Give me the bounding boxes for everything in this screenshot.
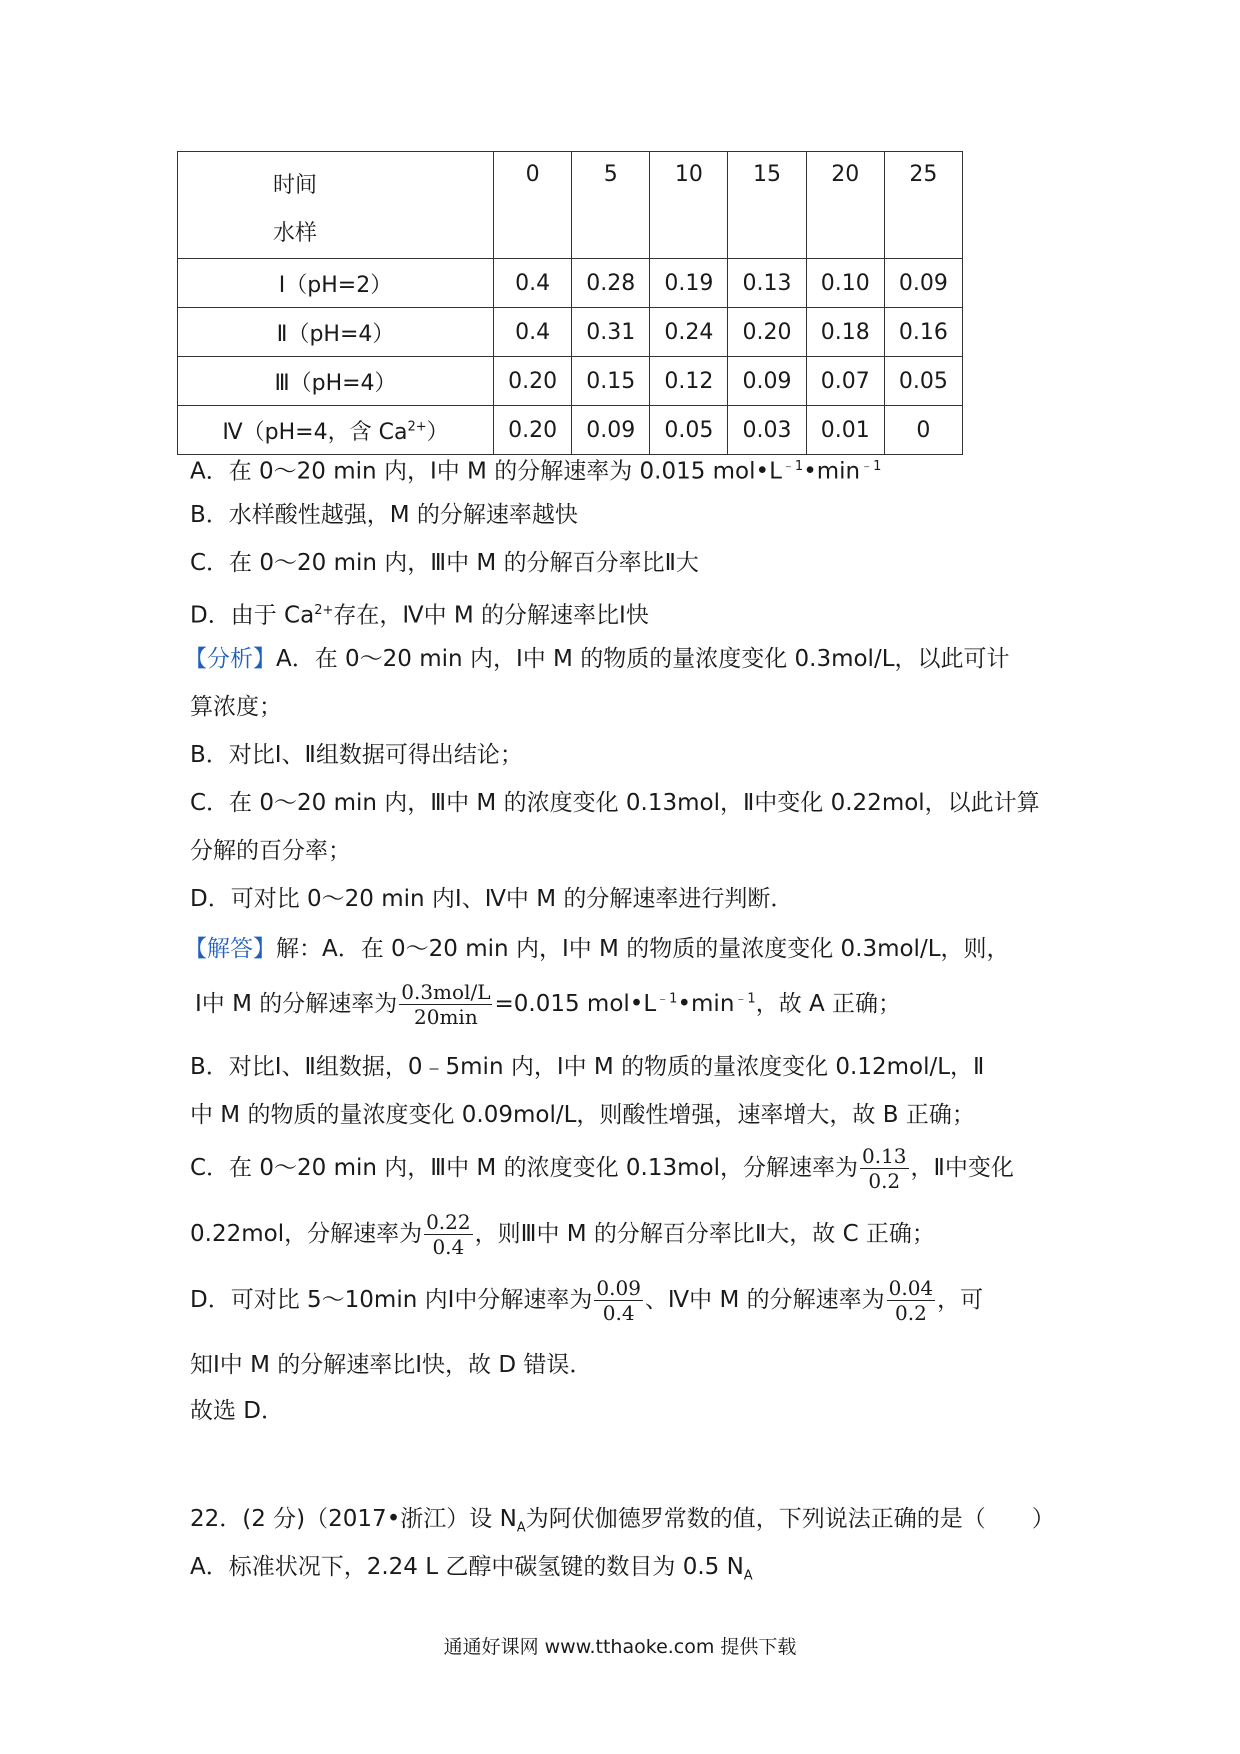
table-cell: 0.20 (494, 357, 572, 406)
analysis-line-1 (184, 642, 1010, 676)
q22-a-sub: A (743, 1568, 753, 1584)
table-cell: 0.12 (650, 357, 728, 406)
fraction-denominator: 20min (414, 1005, 478, 1029)
table-row (178, 406, 963, 455)
table-cell: 0.20 (494, 406, 572, 455)
analysis-line-6: D．可对比 0～20 min 内Ⅰ、Ⅳ中 M 的分解速率进行判断． (190, 886, 794, 912)
table-cell: 0.16 (884, 308, 962, 357)
table-cell: 0.09 (572, 406, 650, 455)
row-label: Ⅲ（pH=4） (178, 357, 494, 406)
answer-l5-pre: C．在 0～20 min 内，Ⅲ中 M 的浓度变化 0.13mol，分解速率为 (190, 1155, 858, 1181)
analysis-tag: 【分析】 (184, 646, 276, 672)
answer-l2-sup1: ﹣1 (656, 991, 678, 1007)
header-time: 时间 (273, 173, 318, 198)
time-header: 5 (572, 152, 650, 259)
q22-stem-post: 为阿伏伽德罗常数的值，下列说法正确的是（ ） (525, 1506, 1055, 1532)
option-a-sup1: ﹣1 (781, 459, 804, 474)
table-cell: 0.05 (884, 357, 962, 406)
answer-l7-post: ，可 (937, 1287, 984, 1313)
option-b: B．水样酸性越强，M 的分解速率越快 (190, 502, 578, 528)
option-a-mid: •min (803, 458, 861, 485)
answer-line-3: B．对比Ⅰ、Ⅱ组数据，0﹣5min 内，Ⅰ中 M 的物质的量浓度变化 0.12mol/L，Ⅱ (190, 1054, 985, 1080)
question-22-stem (190, 1502, 1055, 1546)
table-cell: 0.09 (884, 259, 962, 308)
row-label-end: ） (426, 419, 449, 445)
row-label: Ⅰ（pH=2） (178, 259, 494, 308)
option-c: C．在 0～20 min 内，Ⅲ中 M 的分解百分率比Ⅱ大 (190, 550, 699, 576)
fraction-denominator: 0.4 (602, 1301, 635, 1325)
answer-text: 解：A．在 0～20 min 内，Ⅰ中 M 的物质的量浓度变化 0.3mol/L，则， (276, 936, 1010, 962)
answer-line-2 (195, 980, 901, 1029)
option-d-sup: 2+ (314, 603, 334, 618)
q22-a-pre: A．标准状况下，2.24 L 乙醇中碳氢键的数目为 0.5 N (190, 1554, 744, 1580)
table-cell: 0 (884, 406, 962, 455)
answer-l7-mid: 、Ⅳ中 M 的分解速率为 (644, 1287, 885, 1313)
table-cell: 0.07 (806, 357, 884, 406)
fraction-numerator: 0.09 (596, 1276, 641, 1300)
table-row (178, 259, 963, 308)
table-header-row (178, 152, 963, 259)
answer-l2-mid2: •min (677, 991, 735, 1017)
row-label (178, 406, 494, 455)
answer-line-8: 知Ⅰ中 M 的分解速率比Ⅰ快，故 D 错误． (190, 1352, 593, 1378)
fraction-numerator: 0.3mol/L (401, 980, 491, 1004)
table-cell: 0.13 (728, 259, 806, 308)
fraction-numerator: 0.22 (426, 1210, 471, 1234)
table-cell: 0.01 (806, 406, 884, 455)
fraction (399, 980, 492, 1029)
answer-l2-mid: =0.015 mol•L (494, 991, 657, 1017)
row-label-superscript: 2+ (407, 419, 427, 435)
analysis-line-5: 分解的百分率； (190, 838, 351, 864)
row-label-main: Ⅳ（pH=4，含 Ca (222, 419, 408, 445)
table-cell: 0.4 (494, 259, 572, 308)
table-cell: 0.20 (728, 308, 806, 357)
table-cell: 0.18 (806, 308, 884, 357)
table-cell: 0.05 (650, 406, 728, 455)
time-header: 20 (806, 152, 884, 259)
q22-stem-sub: A (516, 1520, 526, 1536)
answer-l6-post: ，则Ⅲ中 M 的分解百分率比Ⅱ大，故 C 正确； (474, 1221, 935, 1247)
analysis-line-4: C．在 0～20 min 内，Ⅲ中 M 的浓度变化 0.13mol，Ⅱ中变化 0.22mol，以此计算 (190, 790, 1040, 816)
answer-line-5 (190, 1144, 1014, 1193)
fraction-numerator: 0.13 (861, 1144, 907, 1168)
answer-l2-post: ，故 A 正确； (755, 991, 902, 1017)
analysis-line-2: 算浓度； (190, 694, 282, 720)
table-cell: 0.28 (572, 259, 650, 308)
decomposition-data-table (177, 151, 963, 455)
answer-l2-pre: Ⅰ中 M 的分解速率为 (195, 991, 398, 1017)
fraction (860, 1144, 909, 1193)
table-corner-header (178, 152, 494, 259)
table-cell: 0.09 (728, 357, 806, 406)
table-cell: 0.24 (650, 308, 728, 357)
option-a-text: A．在 0～20 min 内，Ⅰ中 M 的分解速率为 0.015 mol•L (190, 458, 782, 485)
table-cell: 0.19 (650, 259, 728, 308)
page-footer: 通通好课网 www.tthaoke.com 提供下载 (443, 1636, 797, 1658)
fraction-denominator: 0.4 (432, 1235, 465, 1259)
time-header: 25 (884, 152, 962, 259)
time-header: 10 (650, 152, 728, 259)
answer-line-1 (184, 932, 1010, 966)
q22-stem-pre: 22．(2 分)（2017•浙江）设 N (190, 1506, 517, 1532)
answer-l7-pre: D．可对比 5～10min 内Ⅰ中分解速率为 (190, 1287, 593, 1313)
option-a-sup2: ﹣1 (860, 459, 882, 474)
analysis-line-3: B．对比Ⅰ、Ⅱ组数据可得出结论； (190, 742, 523, 768)
header-sample: 水样 (273, 221, 318, 246)
fraction-denominator: 0.2 (894, 1301, 927, 1325)
answer-line-6 (190, 1210, 935, 1259)
option-d-post: 存在，Ⅳ中 M 的分解速率比Ⅰ快 (333, 602, 649, 629)
answer-line-4: 中 M 的物质的量浓度变化 0.09mol/L，则酸性增强，速率增大，故 B 正确； (190, 1102, 975, 1128)
time-header: 15 (728, 152, 806, 259)
question-22-option-a (190, 1550, 753, 1594)
option-d-pre: D．由于 Ca (190, 602, 315, 629)
option-d (190, 594, 649, 633)
answer-l5-post: ，Ⅱ中变化 (910, 1155, 1014, 1181)
table-cell: 0.03 (728, 406, 806, 455)
fraction-numerator: 0.04 (888, 1276, 934, 1300)
analysis-text: A．在 0～20 min 内，Ⅰ中 M 的物质的量浓度变化 0.3mol/L，以此可计 (276, 646, 1010, 672)
row-label: Ⅱ（pH=4） (178, 308, 494, 357)
table-row (178, 357, 963, 406)
table-cell: 0.10 (806, 259, 884, 308)
time-header: 0 (494, 152, 572, 259)
fraction (594, 1276, 643, 1325)
option-a (190, 450, 881, 489)
table-row (178, 308, 963, 357)
answer-line-7 (190, 1276, 983, 1325)
table-cell: 0.31 (572, 308, 650, 357)
fraction (424, 1210, 473, 1259)
fraction-denominator: 0.2 (868, 1169, 901, 1193)
answer-l6-pre: 0.22mol，分解速率为 (190, 1221, 423, 1247)
table-cell: 0.4 (494, 308, 572, 357)
answer-line-9: 故选 D． (190, 1398, 285, 1424)
table-cell: 0.15 (572, 357, 650, 406)
fraction (887, 1276, 936, 1325)
answer-tag: 【解答】 (184, 936, 276, 962)
answer-l2-sup2: ﹣1 (734, 991, 756, 1007)
